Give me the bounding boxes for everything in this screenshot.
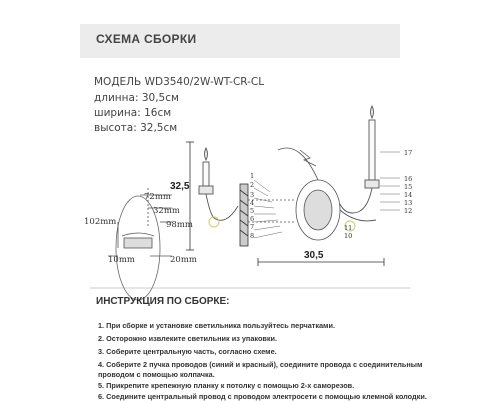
spec-width: ширина: 16см <box>94 107 172 119</box>
instruction-item-4-cont: проводом с помощью колпачка. <box>98 370 215 379</box>
part-number-10: 10 <box>344 232 353 240</box>
part-number-3: 3 <box>250 191 255 199</box>
part-number-7: 7 <box>250 223 255 231</box>
part-number-11: 11 <box>344 224 353 232</box>
dim-length-value: 30,5 <box>304 250 324 261</box>
instruction-item-6: 6. Соедините центральный провод с проводом электросети с помощью клемной колодки. <box>98 392 427 401</box>
instruction-item-5: 5. Прикрепите крепежную планку к потолку с помощью 2-х саморезов. <box>98 381 355 390</box>
page-title: СХЕМА СБОРКИ <box>96 32 197 46</box>
part-number-15: 15 <box>404 183 413 191</box>
dim-32: 32mm <box>153 206 180 216</box>
wall-plate <box>240 184 248 246</box>
dim-10: 10mm <box>108 255 135 265</box>
spec-height: высота: 32,5см <box>94 122 178 134</box>
spec-length: длинна: 30,5см <box>94 92 179 104</box>
instruction-item-2: 2. Осторожно извлеките светильник из упаковки. <box>98 334 278 343</box>
part-number-13: 13 <box>404 199 413 207</box>
part-number-6: 6 <box>250 215 255 223</box>
part-number-5: 5 <box>250 207 255 215</box>
instruction-item-3: 3. Соберите центральную часть, согласно схеме. <box>98 347 277 356</box>
part-number-17: 17 <box>404 149 413 157</box>
central-canopy <box>248 148 340 240</box>
part-number-16: 16 <box>404 175 413 183</box>
instruction-item-4: 4. Соберите 2 пучка проводов (синий и красный), соедините провода с соединительным <box>98 360 423 369</box>
right-candle-arm <box>340 106 379 231</box>
dim-20: 20mm <box>170 255 197 265</box>
part-number-1: 1 <box>250 172 255 180</box>
left-candle-arm <box>199 148 238 227</box>
height-dimension <box>186 142 194 250</box>
part-number-14: 14 <box>404 191 413 199</box>
dim-height-value: 32,5 <box>170 181 190 192</box>
part-number-2: 2 <box>250 181 255 189</box>
dim-98: 98mm <box>166 220 193 230</box>
instructions-title: ИНСТРУКЦИЯ ПО СБОРКЕ: <box>96 296 230 307</box>
dim-102: 102mm <box>84 217 117 227</box>
shade-side-view <box>108 188 172 300</box>
spec-model: МОДЕЛЬ WD3540/2W-WT-CR-CL <box>94 76 265 88</box>
part-number-8: 8 <box>250 232 255 240</box>
part-number-12: 12 <box>404 207 413 215</box>
dim-72: 72mm <box>144 192 171 202</box>
instruction-item-1: 1. При сборке и установке светильника пользуйтесь перчатками. <box>98 321 335 330</box>
part-number-4: 4 <box>250 199 255 207</box>
